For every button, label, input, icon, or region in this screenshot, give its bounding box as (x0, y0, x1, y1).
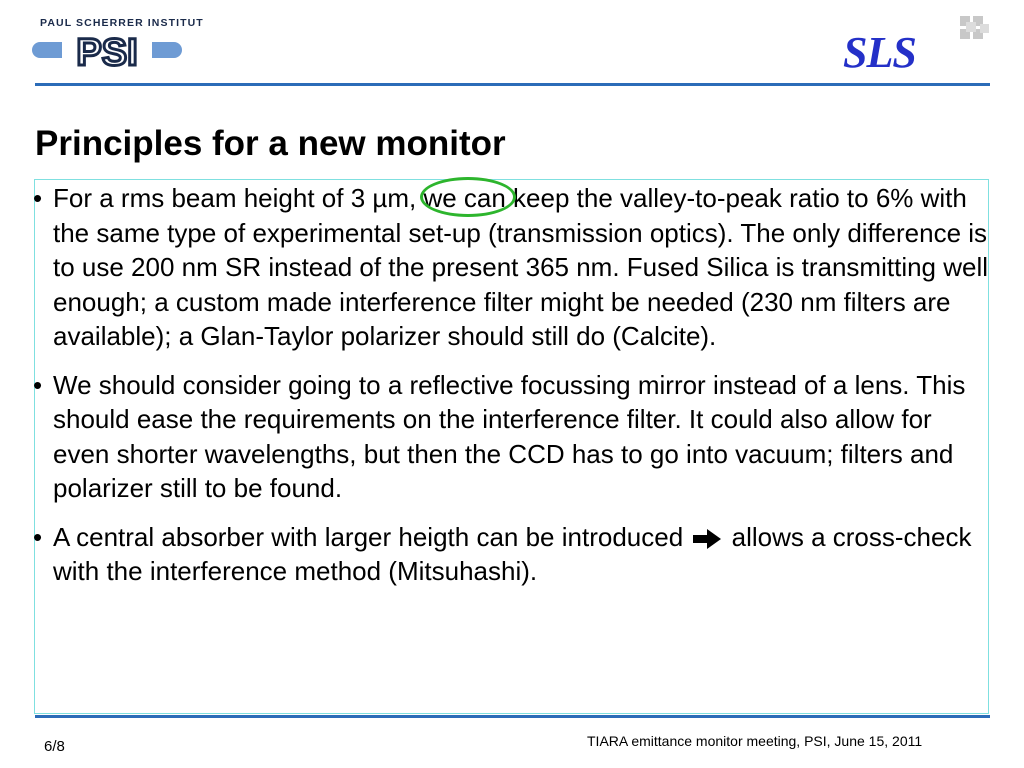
bullet-list (30, 181, 990, 603)
bullet-item (30, 181, 990, 354)
header-rule (35, 83, 990, 86)
slide-title: Principles for a new monitor (35, 124, 506, 163)
bullet-text-rest: allows a cross-check with the interference method (Mitsuhashi). (53, 521, 972, 586)
bullet-item (30, 520, 990, 589)
highlight-ring (420, 177, 516, 217)
bullet-text: A central absorber with larger heigth can be introduced (53, 521, 691, 552)
bullet-marker: • (33, 183, 43, 213)
psi-logo (32, 30, 182, 72)
right-arrow-icon (692, 528, 722, 550)
page-number: 6/8 (44, 738, 65, 755)
footer-meeting: TIARA emittance monitor meeting, PSI, June 15, 2011 (587, 733, 923, 749)
bullet-marker: • (33, 369, 43, 400)
highlighted-value: 3 µm, (350, 183, 417, 213)
bullet-text-rest: we can keep the valley-to-peak ratio to 6% with the same type of experimental set-up (transmission optics). The only difference is to use 200 nm SR instead of the present 365 nm. Fused Silica is transmitting well enough; a custom made interference filter might be needed (230 nm filters are available); a Glan-Taylor polarizer should still do (Calcite). (53, 183, 989, 351)
sls-logo-text: SLS (843, 28, 916, 72)
sls-logo (843, 16, 993, 72)
footer-rule (35, 715, 990, 718)
bullet-marker: • (33, 521, 43, 552)
psi-logo-text: PSI (76, 32, 138, 72)
bullet-text: For a rms beam height of (53, 183, 351, 213)
bullet-text: We should consider going to a reflective focussing mirror instead of a lens. This should ease the requirements on the interference filter. It could also allow for even shorter wavelengths, but then the CCD has to go into vacuum; filters and polarizer still to be found. (53, 369, 966, 503)
bullet-item (30, 368, 990, 506)
institute-name: PAUL SCHERRER INSTITUT (40, 17, 204, 29)
